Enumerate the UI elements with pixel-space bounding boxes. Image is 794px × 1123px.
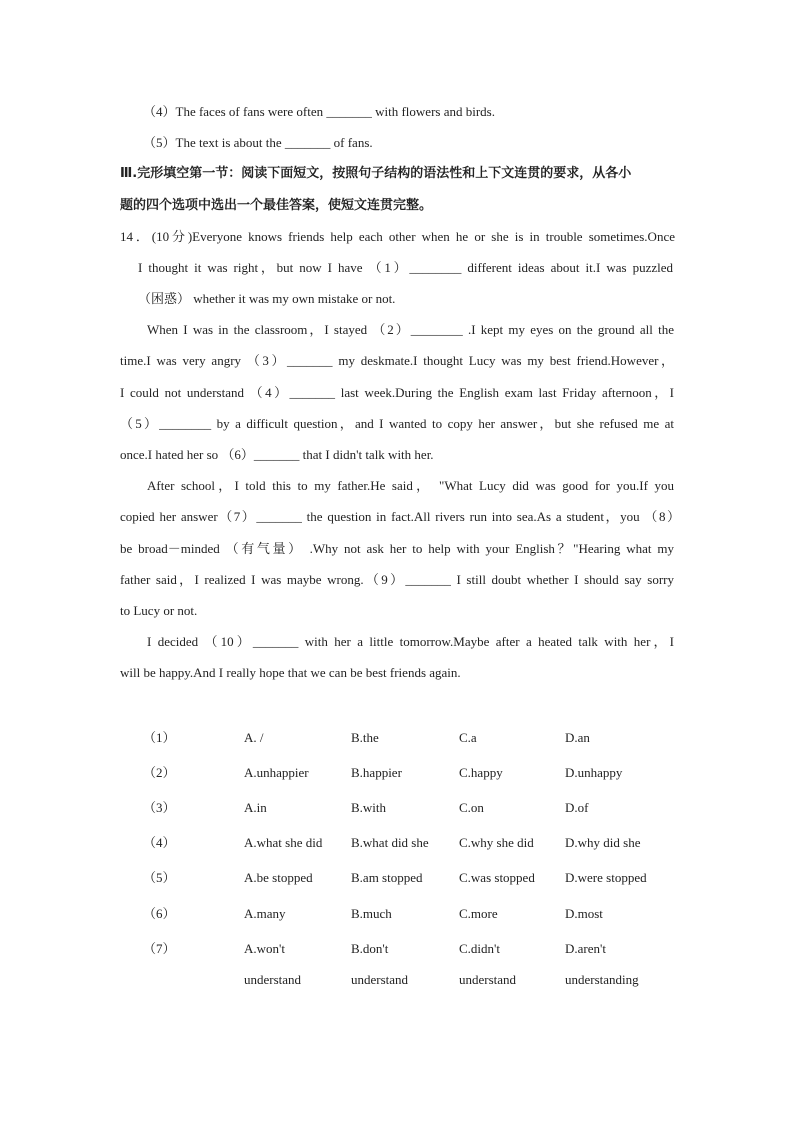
option-c: C.why she did [459,835,534,850]
option-b: B.the [351,730,379,745]
passage-line-2: I thought it was right，but now I have （1）________ different ideas about it.I was puzzled [138,260,673,275]
option-a: A. / [244,730,264,745]
option-b-continued: understand [351,972,409,987]
option-number: （4） [143,835,176,850]
option-a: A.in [244,800,267,815]
option-c: C.more [459,906,498,921]
section-header-line-1: Ⅲ.完形填空第一节：阅读下面短文，按照句子结构的语法性和上下文连贯的要求，从各小 [120,166,632,181]
passage-line-13: to Lucy or not. [120,603,198,618]
option-number: （1） [143,730,176,745]
passage-line-7: （5）________ by a difficult question，and I wanted to copy her answer，but she refused me at [120,416,674,431]
option-d: D.why did she [565,835,641,850]
option-a-continued: understand [244,972,302,987]
option-c: C.on [459,800,484,815]
passage-line-15: will be happy.And I really hope that we can be best friends again. [120,665,461,680]
option-c-continued: understand [459,972,517,987]
option-number: （6） [143,906,176,921]
option-b: B.what did she [351,835,429,850]
question-5-line: （5）The text is about the _______ of fans. [143,135,373,150]
option-a: A.be stopped [244,870,313,885]
section-header-line-2: 题的四个选项中选出一个最佳答案，使短文连贯完整。 [120,198,433,213]
option-d-continued: understanding [565,972,639,987]
option-d: D.were stopped [565,870,647,885]
option-d: D.most [565,906,603,921]
option-number: （3） [143,800,176,815]
option-b: B.much [351,906,392,921]
option-c: C.happy [459,765,503,780]
passage-line-11: be broad－minded （有气量） .Why not ask her to help with your English？"Hearing what my [120,541,674,556]
option-number: （7） [143,941,176,956]
option-a: A.won't [244,941,285,956]
option-d: D.an [565,730,590,745]
passage-line-5: time.I was very angry （3）_______ my deskmate.I thought Lucy was my best friend.However， [120,353,674,368]
option-c: C.didn't [459,941,500,956]
option-b: B.happier [351,765,402,780]
option-d: D.unhappy [565,765,623,780]
question-4-line: （4）The faces of fans were often _______ with flowers and birds. [143,104,495,119]
option-b: B.am stopped [351,870,423,885]
option-a: A.what she did [244,835,323,850]
option-b: B.with [351,800,387,815]
option-b: B.don't [351,941,389,956]
passage-line-4: When I was in the classroom，I stayed （2）________ .I kept my eyes on the ground all the [147,322,674,337]
passage-line-9: After school，I told this to my father.He said， "What Lucy did was good for you.If you [147,478,674,493]
passage-line-10: copied her answer（7）_______ the question in fact.All rivers run into sea.As a student，you （8） [120,509,680,524]
passage-line-6: I could not understand （4）_______ last week.During the English exam last Friday afternoon，I [120,385,674,400]
option-a: A.many [244,906,286,921]
option-c: C.a [459,730,477,745]
option-d: D.aren't [565,941,606,956]
option-d: D.of [565,800,589,815]
passage-line-8: once.I hated her so （6）_______ that I didn't talk with her. [120,447,434,462]
passage-line-1: 14．(10分)Everyone knows friends help each other when he or she is in trouble sometimes.Once [120,229,675,244]
option-c: C.was stopped [459,870,535,885]
option-number: （2） [143,765,176,780]
option-number: （5） [143,870,176,885]
passage-line-12: father said，I realized I was maybe wrong.（9）_______ I still doubt whether I should say sorry [120,572,674,587]
passage-line-3: （困惑） whether it was my own mistake or not. [138,291,396,306]
passage-line-14: I decided （10）_______ with her a little tomorrow.Maybe after a heated talk with her，I [147,634,674,649]
option-a: A.unhappier [244,765,309,780]
